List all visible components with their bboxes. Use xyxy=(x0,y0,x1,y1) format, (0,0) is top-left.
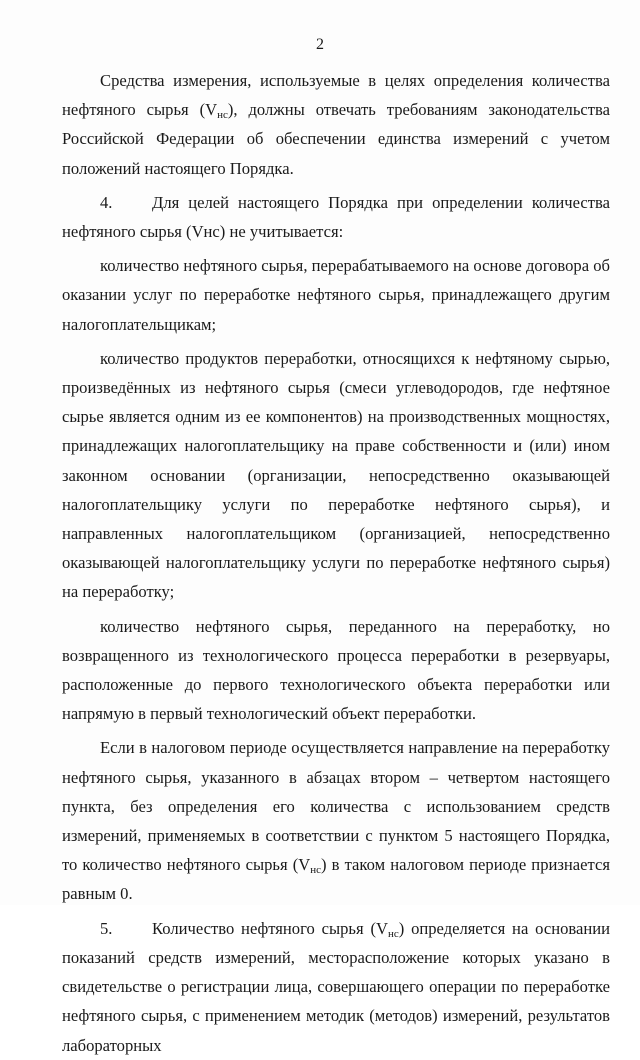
paragraph-excluded-processing-products: количество продуктов переработки, относящихся к нефтяному сырью, произведённых из нефтяного сырья (смеси углеводородов, где нефтяное сырье является одним из ее компонентов) на производственных мощностях, принадлежащих налогоплательщику на праве собственности и (или) ином законном основании (организации, непосредственно оказывающей налогоплательщику услуги по переработке нефтяного сырья), и направленных налогоплательщиком (организацией, непосредственно оказывающей налогоплательщику услуги по переработке нефтяного сырья) на переработку; xyxy=(62,348,610,602)
paragraph-measuring-instruments: Средства измерения, используемые в целях определения количества нефтяного сырья $(V_{нс})$, должны отвечать требованиям законодательства Российской Федерации об обеспечении единства измерений с учетом положений настоящего Порядка. xyxy=(62,71,610,178)
item-number: 5. xyxy=(100,918,113,938)
document-body xyxy=(62,66,610,1060)
paragraph-item-5: 5. Количество нефтяного сырья $(V_{нс})$ определяется на основании показаний средств измерений, месторасположение которых указано в свидетельстве о регистрации лица, совершающего операции по переработке нефтяного сырья, с применением методик (методов) измерений, результатов лабораторных xyxy=(62,914,610,1060)
paragraph-excluded-processing-services: количество нефтяного сырья, перерабатываемого на основе договора об оказании услуг по переработке нефтяного сырья, принадлежащего другим налогоплательщикам; xyxy=(62,256,610,334)
paragraph-item-4: 4. Для целей настоящего Порядка при определении количества нефтяного сырья (Vнс) не учитывается: xyxy=(62,188,610,246)
paragraph-zero-quantity: Если в налоговом периоде осуществляется направление на переработку нефтяного сырья, указанного в абзацах втором – четвертом настоящего пункта, без определения его количества с использованием средств измерений, применяемых в соответствии с пунктом 5 настоящего Порядка, то количество нефтяного сырья $(V_{нс})$ в таком налоговом периоде признается равным 0. xyxy=(62,738,610,904)
item-number: 4. xyxy=(100,192,113,212)
paragraph-excluded-returned-raw: количество нефтяного сырья, переданного на переработку, но возвращенного из технологического процесса переработки в резервуары, расположенные до первого технологического объекта переработки или напрямую в первый технологический объект переработки. xyxy=(62,616,610,724)
page-number: 2 xyxy=(316,36,324,53)
